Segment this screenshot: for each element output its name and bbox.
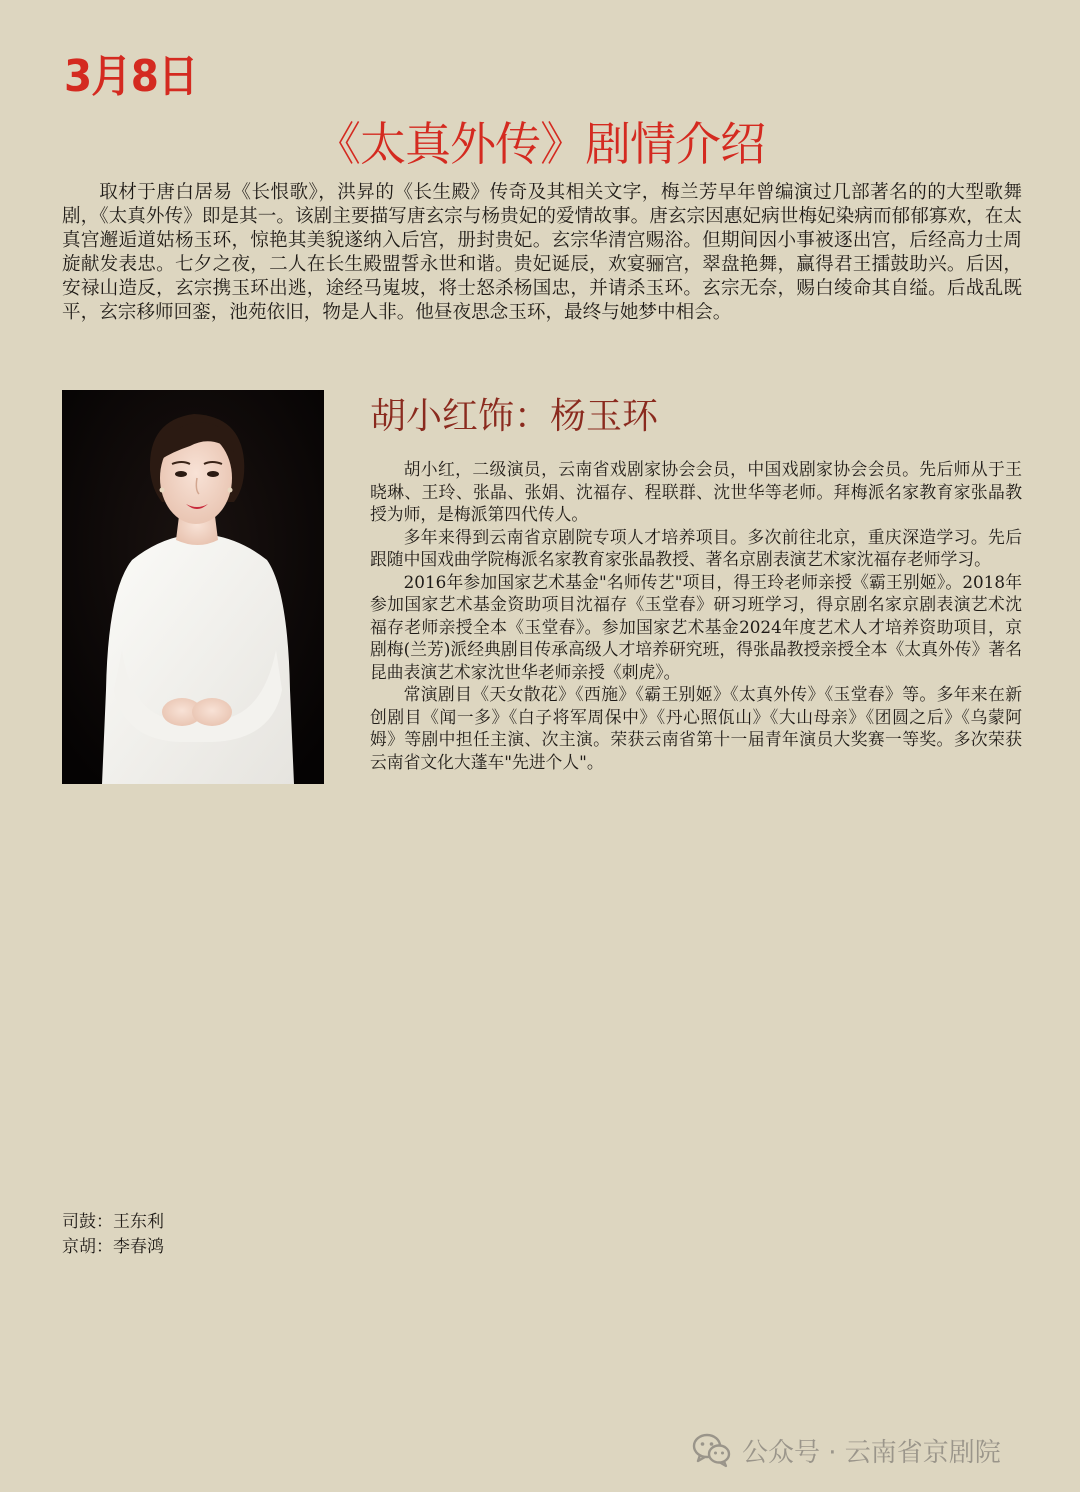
wechat-icon bbox=[692, 1432, 732, 1468]
bio-paragraph: 2016年参加国家艺术基金"名师传艺"项目，得王玲老师亲授《霸王别姬》。2018年参加国家艺术基金资助项目沈福存《玉堂春》研习班学习，得京剧名家京剧表演艺术沈福存老师亲授全本《玉堂春》。参加国家艺术基金2024年度艺术人才培养资助项目，京剧梅(兰芳)派经典剧目传承高级人才培养研究班，得张晶教授亲授全本《太真外传》著名昆曲表演艺术家沈世华老师亲授《刺虎》。 bbox=[370, 571, 1022, 682]
role-title: 胡小红饰：杨玉环 bbox=[370, 396, 659, 437]
credit-drum: 司鼓：王东利 bbox=[62, 1212, 164, 1232]
page-title: 《太真外传》剧情介绍 bbox=[315, 117, 765, 171]
musician-credits bbox=[62, 1210, 164, 1260]
bio-paragraph: 胡小红，二级演员，云南省戏剧家协会会员，中国戏剧家协会会员。先后师从于王晓琳、王玲、张晶、张娟、沈福存、程联群、沈世华等老师。拜梅派名家教育家张晶教授为师，是梅派第四代传人。 bbox=[370, 459, 1022, 524]
watermark-text: 公众号 · 云南省京剧院 bbox=[742, 1437, 1001, 1468]
plot-introduction: 取材于唐白居易《长恨歌》，洪昇的《长生殿》传奇及其相关文字，梅兰芳早年曾编演过几部著名的的大型歌舞剧，《太真外传》即是其一。该剧主要描写唐玄宗与杨贵妃的爱情故事。唐玄宗因惠妃病世梅妃染病而郁郁寡欢，在太真宫邂逅道姑杨玉环，惊艳其美貌遂纳入后宫，册封贵妃。玄宗华清宫赐浴。但期间因小事被逐出宫，后经高力士周旋献发表忠。七夕之夜，二人在长生殿盟誓永世和谐。贵妃诞辰，欢宴骊宫，翠盘艳舞，赢得君王擂鼓助兴。后因，安禄山造反，玄宗携玉环出逃，途经马嵬坡，将士怒杀杨国忠，并请杀玉环。玄宗无奈，赐白绫命其自缢。后战乱既平，玄宗移师回銮，池苑依旧，物是人非。他昼夜思念玉环，最终与她梦中相会。 bbox=[62, 182, 1022, 323]
performer-biography bbox=[370, 458, 1022, 773]
bio-paragraph: 多年来得到云南省京剧院专项人才培养项目。多次前往北京，重庆深造学习。先后跟随中国戏曲学院梅派名家教育家张晶教授、著名京剧表演艺术家沈福存老师学习。 bbox=[370, 526, 1022, 569]
performer-photo bbox=[62, 390, 324, 784]
credit-jinghu: 京胡：李春鸿 bbox=[62, 1237, 164, 1257]
bio-paragraph: 常演剧目《天女散花》《西施》《霸王别姬》《太真外传》《玉堂春》等。多年来在新创剧目《闻一多》《白子将军周保中》《丹心照佤山》《大山母亲》《团圆之后》《乌蒙阿姆》等剧中担任主演、次主演。荣获云南省第十一届青年演员大奖赛一等奖。多次荣获云南省文化大蓬车"先进个人"。 bbox=[370, 684, 1022, 772]
wechat-watermark bbox=[692, 1430, 1001, 1470]
date-heading: 3月8日 bbox=[64, 51, 198, 102]
